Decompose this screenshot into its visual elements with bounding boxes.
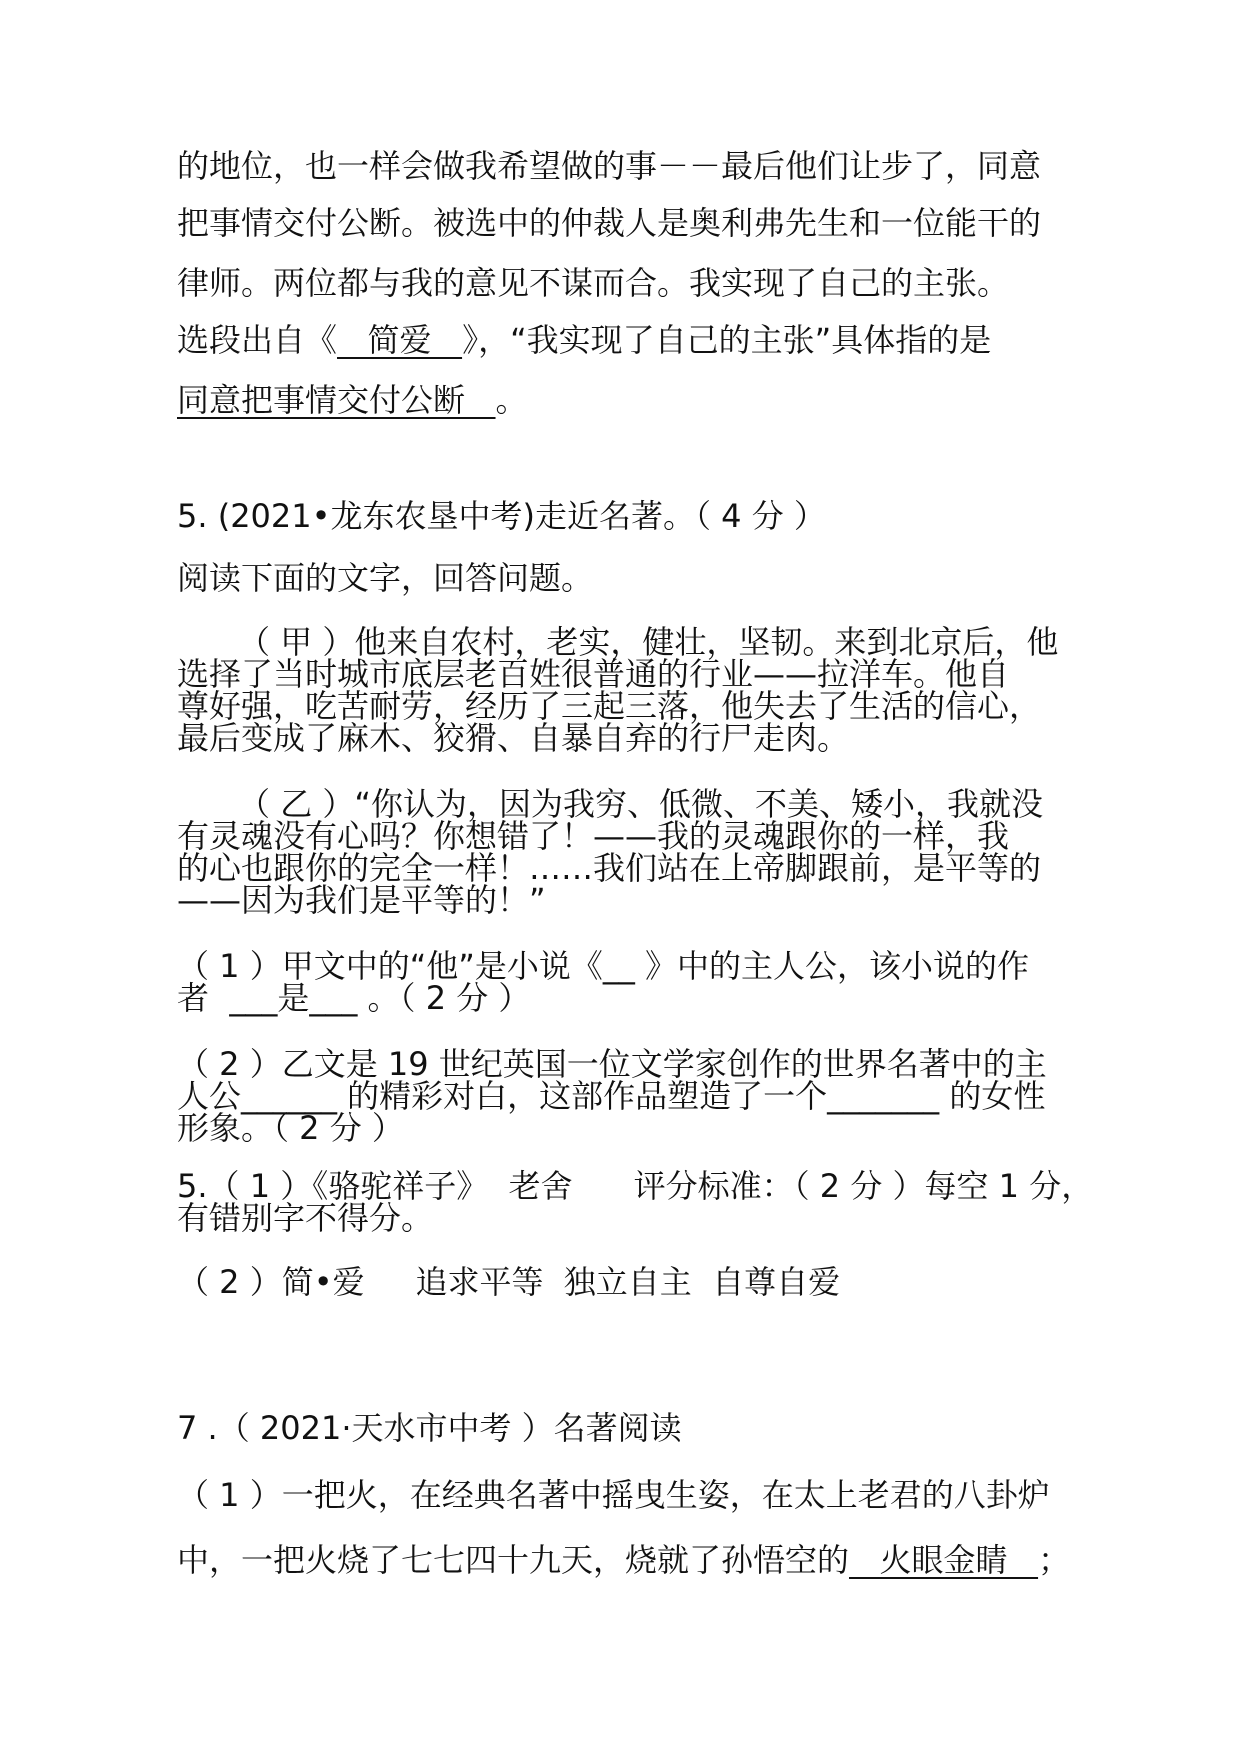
question-line-source (177, 320, 991, 360)
sub-question-1-line: 者 ___是___ 。（ 2 分 ） (177, 979, 531, 1017)
period: 。 (495, 381, 528, 419)
question-text: 中，一把火烧了七七四十九天，烧就了孙悟空的 (177, 1541, 850, 1579)
answer-key-line: 有错别字不得分。 (177, 1199, 434, 1237)
answer-blank-jane-eyre: 简爱 (337, 321, 463, 359)
question-7-line (177, 1540, 1070, 1580)
question-7-line: （ 1 ）一把火，在经典名著中摇曳生姿，在太上老君的八卦炉 (177, 1476, 1050, 1514)
question-text: 》，“我实现了自己的主张”具体指的是 (462, 321, 992, 359)
passage-line-1: 的地位，也一样会做我希望做的事－－最后他们让步了，同意 (177, 147, 1042, 185)
passage-yi-line: 的心也跟你的完全一样！……我们站在上帝脚跟前，是平等的 (177, 849, 1042, 887)
passage-jia-line: （ 甲 ）他来自农村，老实，健壮，坚韧。来到北京后，他 (177, 623, 1059, 661)
sub-question-1-line: （ 1 ）甲文中的“他”是小说《__ 》中的主人公，该小说的作 (177, 947, 1030, 985)
passage-jia-line: 尊好强，吃苦耐劳，经历了三起三落，他失去了生活的信心， (177, 687, 1042, 725)
answer-key-line: （ 2 ）简•爱 追求平等 独立自主 自尊自爱 (177, 1263, 841, 1301)
passage-line-3: 律师。两位都与我的意见不谋而合。我实现了自己的主张。 (177, 264, 1010, 302)
passage-jia-line: 选择了当时城市底层老百姓很普通的行业——拉洋车。他自 (177, 655, 1010, 693)
question-text: 选段出自《 (177, 321, 338, 359)
sub-question-2-line: 形象。（ 2 分 ） (177, 1109, 404, 1147)
answer-line (177, 380, 528, 420)
sub-question-2-line: （ 2 ）乙文是 19 世纪英国一位文学家创作的世界名著中的主 (177, 1045, 1047, 1083)
question-5-title: 5. (2021•龙东农垦中考)走近名著。（ 4 分 ） (177, 497, 826, 535)
passage-jia-line: 最后变成了麻木、狡猾、自暴自弃的行尸走肉。 (177, 719, 850, 757)
question-7-title: 7 .（ 2021·天水市中考 ）名著阅读 (177, 1409, 682, 1447)
sub-question-2-line: 人公______ 的精彩对白，这部作品塑造了一个_______ 的女性 (177, 1077, 1046, 1115)
answer-blank-arbitration: 同意把事情交付公断 (177, 381, 496, 419)
answer-blank-fire-eyes: 火眼金睛 (849, 1541, 1039, 1579)
passage-yi-line: （ 乙 ）“你认为，因为我穷、低微、不美、矮小，我就没 (177, 785, 1043, 823)
passage-line-2: 把事情交付公断。被选中的仲裁人是奥利弗先生和一位能干的 (177, 204, 1042, 242)
answer-key-line: 5.（ 1 ）《骆驼祥子》 老舍 评分标准：（ 2 分 ）每空 1 分， (177, 1167, 1094, 1205)
question-5-instruction: 阅读下面的文字，回答问题。 (177, 559, 594, 597)
passage-yi-line: ——因为我们是平等的！” (177, 881, 546, 919)
semicolon: ； (1038, 1541, 1071, 1579)
passage-yi-line: 有灵魂没有心吗？你想错了！——我的灵魂跟你的一样，我 (177, 817, 1010, 855)
